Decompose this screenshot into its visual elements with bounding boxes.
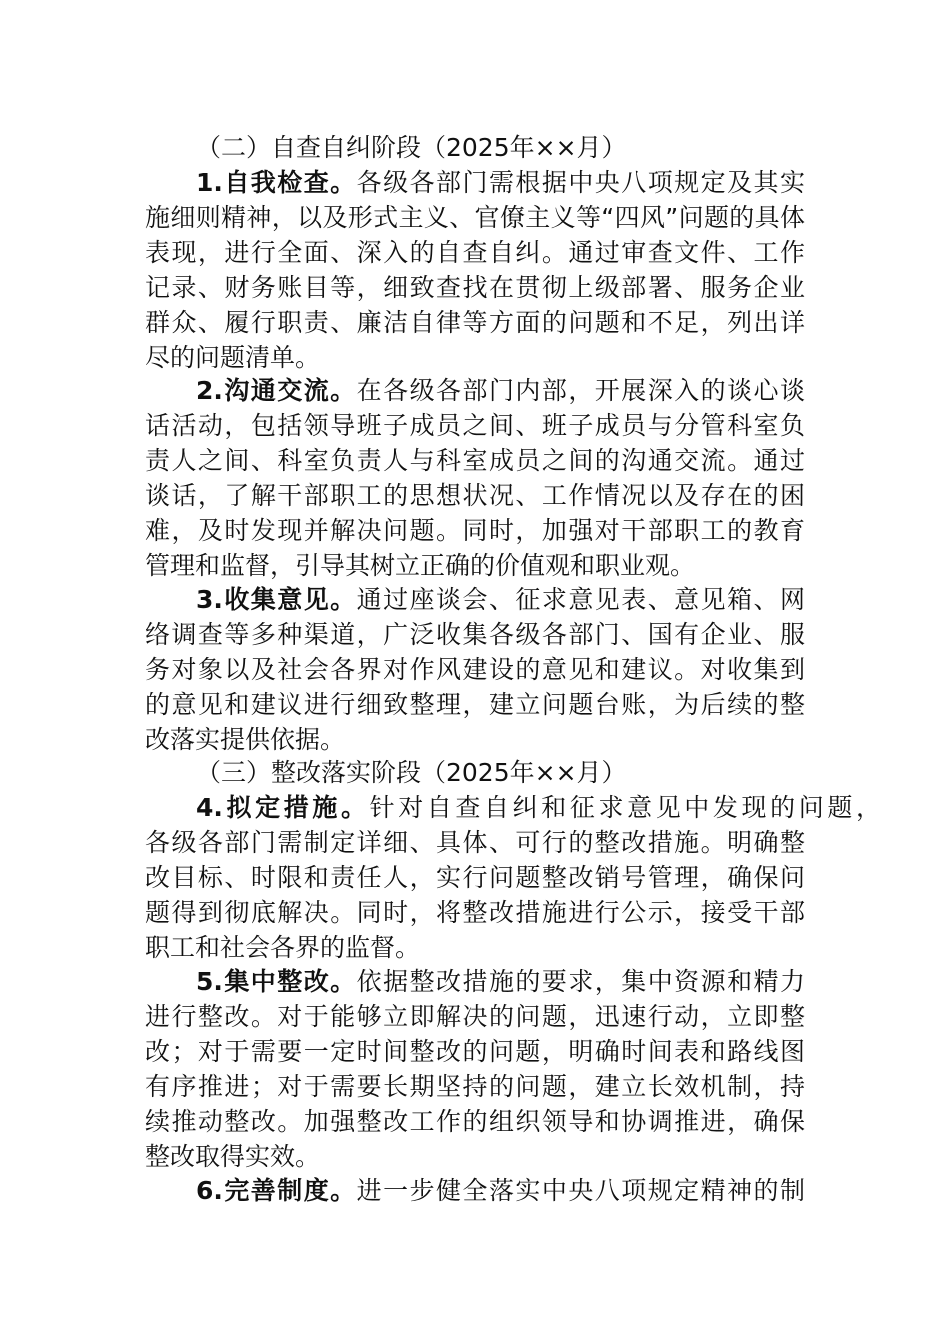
paragraph-line: 尽的问题清单。 [145, 343, 321, 372]
paragraph-draft-measures [196, 790, 881, 826]
paragraph-line: 的意见和建议进行细致整理，建立问题台账，为后续的整 [145, 690, 805, 719]
paragraph-line: 通过座谈会、征求意见表、意见箱、网 [356, 585, 805, 614]
item-lead: 2.沟通交流。 [196, 376, 357, 405]
paragraph-line: 记录、财务账目等，细致查找在贯彻上级部署、服务企业 [145, 273, 805, 302]
paragraph-line: 表现，进行全面、深入的自查自纠。通过审查文件、工作 [145, 238, 805, 267]
paragraph-line: 各级各部门需制定详细、具体、可行的整改措施。明确整 [145, 828, 805, 857]
paragraph-improve-system [196, 1173, 805, 1209]
section-heading-self-check: （二）自查自纠阶段（2025年××月） [196, 133, 627, 162]
paragraph-line: 群众、履行职责、廉洁自律等方面的问题和不足，列出详 [145, 308, 805, 337]
item-lead: 6.完善制度。 [196, 1176, 357, 1205]
item-lead: 4.拟定措施。 [196, 793, 370, 822]
paragraph-line: 职工和社会各界的监督。 [145, 933, 421, 962]
section-heading-rectification: （三）整改落实阶段（2025年××月） [196, 758, 627, 787]
paragraph-line: 难，及时发现并解决问题。同时，加强对干部职工的教育 [145, 516, 805, 545]
paragraph-line: 续推动整改。加强整改工作的组织领导和协调推进，确保 [145, 1107, 805, 1136]
paragraph-collect-opinions [196, 582, 805, 618]
paragraph-line: 施细则精神，以及形式主义、官僚主义等“四风”问题的具体 [145, 203, 805, 232]
paragraph-line: 管理和监督，引导其树立正确的价值观和职业观。 [145, 551, 696, 580]
paragraph-line: 责人之间、科室负责人与科室成员之间的沟通交流。通过 [145, 446, 805, 475]
paragraph-line: 改目标、时限和责任人，实行问题整改销号管理，确保问 [145, 863, 805, 892]
paragraph-line: 话活动，包括领导班子成员之间、班子成员与分管科室负 [145, 411, 805, 440]
paragraph-line: 谈话，了解干部职工的思想状况、工作情况以及存在的困 [145, 481, 805, 510]
paragraph-line: 进一步健全落实中央八项规定精神的制 [356, 1176, 805, 1205]
paragraph-line: 务对象以及社会各界对作风建设的意见和建议。对收集到 [145, 655, 805, 684]
paragraph-communication [196, 373, 805, 409]
paragraph-line: 进行整改。对于能够立即解决的问题，迅速行动，立即整 [145, 1002, 805, 1031]
paragraph-line: 络调查等多种渠道，广泛收集各级各部门、国有企业、服 [145, 620, 805, 649]
item-lead: 5.集中整改。 [196, 967, 357, 996]
paragraph-self-inspection [196, 165, 805, 201]
paragraph-line: 题得到彻底解决。同时，将整改措施进行公示，接受干部 [145, 898, 805, 927]
paragraph-line: 整改取得实效。 [145, 1142, 321, 1171]
paragraph-line: 改落实提供依据。 [145, 725, 346, 754]
paragraph-line: 各级各部门需根据中央八项规定及其实 [356, 168, 805, 197]
paragraph-line: 在各级各部门内部，开展深入的谈心谈 [356, 376, 805, 405]
paragraph-line: 有序推进；对于需要长期坚持的问题，建立长效机制，持 [145, 1072, 805, 1101]
paragraph-centralized-rectification [196, 964, 805, 1000]
item-lead: 3.收集意见。 [196, 585, 357, 614]
paragraph-line: 依据整改措施的要求，集中资源和精力 [356, 967, 805, 996]
paragraph-line: 改；对于需要一定时间整改的问题，明确时间表和路线图 [145, 1037, 805, 1066]
item-lead: 1.自我检查。 [196, 168, 357, 197]
paragraph-line: 针对自查自纠和征求意见中发现的问题， [369, 793, 881, 822]
